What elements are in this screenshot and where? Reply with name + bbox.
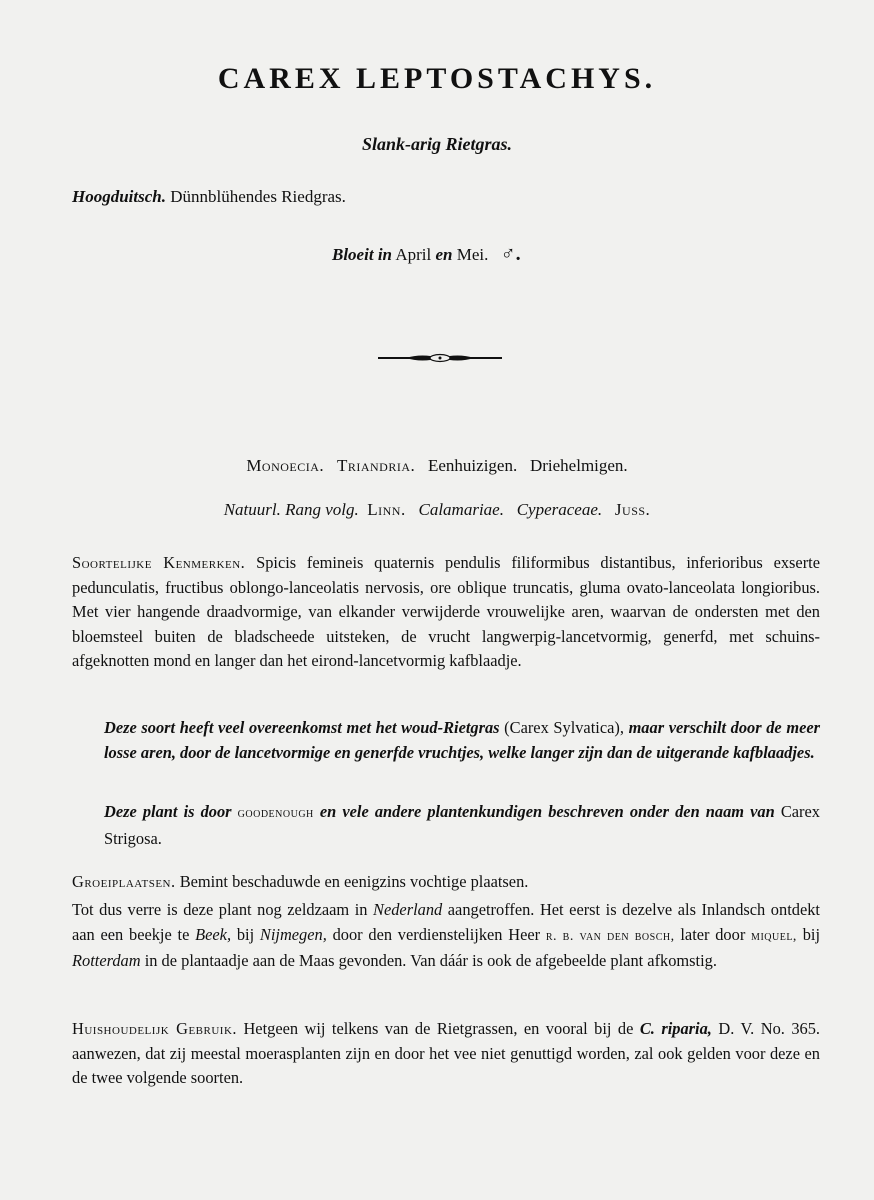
place-nederland: Nederland: [373, 900, 443, 919]
german-label: Hoogduitsch.: [72, 187, 166, 206]
person-van-den-bosch: r. b. van den bosch,: [545, 928, 675, 944]
use-riparia: C. riparia,: [639, 1019, 712, 1038]
rank-calamariae: Calamariae.: [418, 500, 504, 519]
bloom-word-2: in: [377, 245, 392, 264]
synonym-author: goodenough: [237, 806, 314, 821]
distribution-text-a: Tot dus verre is deze plant nog zeldzaam in: [72, 900, 368, 919]
habitat-text: Bemint beschaduwde en eenigzins vochtige plaatsen.: [179, 872, 529, 891]
distribution: [72, 898, 820, 974]
bloom-word-3: April: [395, 245, 432, 264]
distribution-text-f: bij: [802, 924, 821, 944]
male-symbol: ♂.: [500, 243, 521, 265]
ornament-divider: [378, 352, 502, 364]
bloom-word-4: en: [435, 245, 453, 264]
class-driehelmigen: Driehelmigen.: [529, 456, 628, 475]
rank-juss: Juss.: [614, 500, 651, 519]
german-name: Dünnblühendes Riedgras.: [170, 187, 346, 206]
characteristics-text: Spicis femineis quaternis pendulis filiformibus distantibus, inferioribus exserte pedunculatis, fructibus oblongo-lanceolatis nervosis, ore oblique truncatis, gluma ovato-lanceolata longioribus. Met vier hangende draadvormige, van elkander verwijderde vrouwelijke aren, waarvan de ondersten met den bloemsteel buiten de bladscheede uitsteken, de vrucht langwerpig-lancetvormig, generfd, met schuins-afgeknotten mond en langer dan het eirond-lancetvormig kafblaadje.: [72, 553, 820, 670]
comparison-text-a: Deze soort heeft veel overeenkomst met het woud-Rietgras: [104, 718, 500, 737]
distribution-text-e: later door: [680, 924, 746, 944]
comparison-text-b: maar verschilt door de meer losse aren, door de lancetvormige en generfde vruchtjes, welke langer zijn dan de uitgerande kafblaadjes.: [104, 718, 820, 762]
place-rotterdam: Rotterdam: [72, 951, 141, 970]
synonym-note: [104, 800, 820, 851]
characteristics-heading: Soortelijke Kenmerken.: [72, 553, 246, 572]
habitat: [72, 870, 820, 895]
class-eenhuizigen: Eenhuizigen.: [428, 456, 518, 475]
dutch-name: Slank-arig Rietgras.: [361, 134, 513, 154]
species-characteristics: [72, 551, 820, 674]
rank-cyperaceae: Cyperaceae.: [516, 500, 603, 519]
classification-line: [0, 456, 874, 476]
distribution-text-c: bij: [236, 924, 255, 944]
comparison-species: (Carex Sylvatica),: [504, 718, 624, 737]
economic-use: [72, 1017, 820, 1091]
use-text-a: Hetgeen wij telkens van de Rietgrassen, en vooral bij de: [243, 1019, 634, 1038]
comparison-note: [104, 716, 820, 765]
place-nijmegen: Nijmegen,: [259, 924, 327, 944]
rank-prefix: Natuurl. Rang volg.: [223, 500, 359, 519]
person-miquel: miquel,: [751, 928, 797, 944]
place-beek: Beek,: [195, 924, 232, 944]
page-title: CAREX LEPTOSTACHYS.: [217, 62, 657, 95]
synonym-text-a: Deze plant is door: [104, 802, 232, 821]
bloom-word-1: Bloeit: [332, 245, 374, 264]
bloom-word-5: Mei.: [456, 245, 489, 264]
distribution-text-b: aangetroffen. Het eerst is dezelve als Inlandsch ontdekt aan een beekje te: [72, 900, 820, 944]
distribution-text-g: in de plantaadje aan de Maas gevonden. Van dáár is ook de afgebeelde plant afkomstig.: [144, 951, 717, 970]
bloom-line: [332, 243, 521, 266]
distribution-text-d: door den verdienstelijken Heer: [332, 924, 541, 944]
use-heading: Huishoudelijk Gebruik.: [72, 1019, 237, 1038]
german-name-line: [72, 187, 346, 207]
class-monoecia: Monoecia.: [246, 456, 325, 475]
habitat-heading: Groeiplaatsen.: [72, 872, 176, 891]
rank-linn: Linn.: [367, 500, 406, 519]
synonym-text-b: en vele andere plantenkundigen beschreven onder den naam van: [319, 802, 775, 821]
synonym-name: Carex Strigosa.: [104, 802, 820, 848]
use-text-b: D. V. No. 365. aanwezen, dat zij meestal moerasplanten zijn en door het vee niet genuttigd worden, zal ook gelden voor deze en de twee volgende soorten.: [72, 1019, 820, 1087]
class-triandria: Triandria.: [336, 456, 416, 475]
natural-rank-line: [0, 500, 874, 520]
